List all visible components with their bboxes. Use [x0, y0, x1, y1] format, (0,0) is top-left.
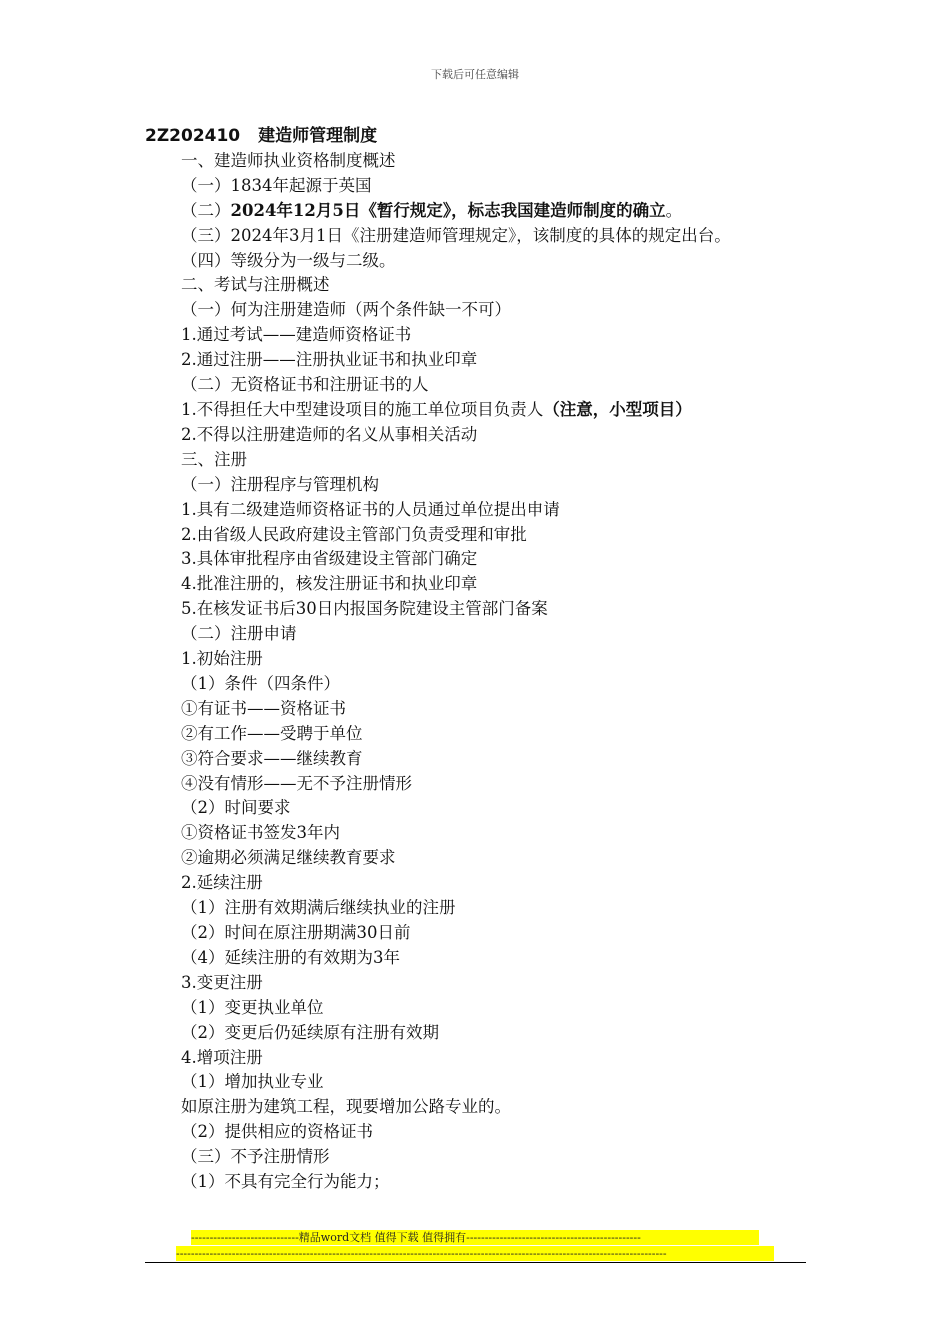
text-line: （1）条件（四条件） [181, 673, 340, 693]
emphasis-text: （注意，小型项目） [543, 399, 692, 419]
text-line: ④没有情形——无不予注册情形 [181, 773, 412, 793]
text-line: 5.在核发证书后30日内报国务院建设主管部门备案 [181, 599, 548, 619]
text-line: 1.具有二级建造师资格证书的人员通过单位提出申请 [181, 499, 560, 519]
page-header: 下载后可任意编辑 [431, 68, 519, 81]
text-line: （二）注册申请 [181, 624, 297, 644]
text-line: ②有工作——受聘于单位 [181, 723, 363, 743]
text-line: （2）提供相应的资格证书 [181, 1122, 373, 1142]
text-line: 2.不得以注册建造师的名义从事相关活动 [181, 424, 478, 444]
text-span: 。 [665, 200, 683, 220]
section-title [145, 124, 810, 149]
text-line: （一）1834年起源于英国 [181, 175, 372, 195]
document-body [145, 124, 810, 1195]
footer-divider [145, 1262, 806, 1263]
page-footer [176, 1230, 774, 1261]
text-line: ①有证书——资格证书 [181, 698, 346, 718]
text-line: ①资格证书签发3年内 [181, 823, 340, 843]
text-line: （1）变更执业单位 [181, 997, 324, 1017]
text-line: ②逾期必须满足继续教育要求 [181, 848, 396, 868]
text-line: 2.通过注册——注册执业证书和执业印章 [181, 350, 478, 370]
text-line: （1）注册有效期满后继续执业的注册 [181, 898, 456, 918]
text-line [145, 199, 810, 224]
text-line: （4）延续注册的有效期为3年 [181, 947, 400, 967]
text-line: （2）变更后仍延续原有注册有效期 [181, 1022, 439, 1042]
text-line: 三、注册 [181, 449, 247, 469]
text-line: 一、建造师执业资格制度概述 [181, 150, 396, 170]
text-line: （2）时间在原注册期满30日前 [181, 923, 411, 942]
text-line: 3.具体审批程序由省级建设主管部门确定 [181, 549, 478, 569]
section-name: 建造师管理制度 [258, 126, 378, 146]
text-line: 4.增项注册 [181, 1047, 263, 1067]
text-line: （四）等级分为一级与二级。 [181, 250, 396, 270]
text-line: 1.通过考试——建造师资格证书 [181, 325, 412, 345]
text-span: 1.不得担任大中型建设项目的施工单位项目负责人 [181, 399, 544, 419]
text-line: （1）增加执业专业 [181, 1072, 324, 1092]
text-line: （一）注册程序与管理机构 [181, 474, 379, 494]
text-line: （三）2024年3月1日《注册建造师管理规定》，该制度的具体的规定出台。 [181, 225, 731, 245]
text-line: （2）时间要求 [181, 798, 291, 818]
text-line: （三）不予注册情形 [181, 1147, 330, 1167]
emphasis-text: 2024年12月5日《暂行规定》，标志我国建造师制度的确立 [230, 200, 666, 220]
text-line: ③符合要求——继续教育 [181, 748, 363, 768]
text-line: （二）无资格证书和注册证书的人 [181, 375, 429, 395]
text-line: 4.批准注册的，核发注册证书和执业印章 [181, 574, 478, 594]
section-code: 2Z202410 [145, 126, 241, 146]
text-line: 3.变更注册 [181, 972, 263, 992]
text-line: （1）不具有完全行为能力； [181, 1172, 390, 1192]
text-line: 2.由省级人民政府建设主管部门负责受理和审批 [181, 524, 527, 544]
text-line [145, 398, 810, 423]
text-line: 如原注册为建筑工程，现要增加公路专业的。 [181, 1097, 511, 1117]
footer-dash-line: ------------------------------------------------------------------------------------------------------------------------------------ [176, 1246, 774, 1261]
text-span: （二） [181, 200, 231, 220]
text-line: 1.初始注册 [181, 649, 263, 669]
text-line: （一）何为注册建造师（两个条件缺一不可） [181, 300, 511, 320]
text-line: 二、考试与注册概述 [181, 275, 330, 295]
text-line: 2.延续注册 [181, 873, 263, 893]
footer-banner: -----------------------------精品word文档 值得下载 值得拥有----------------------------------------------- [191, 1230, 759, 1245]
